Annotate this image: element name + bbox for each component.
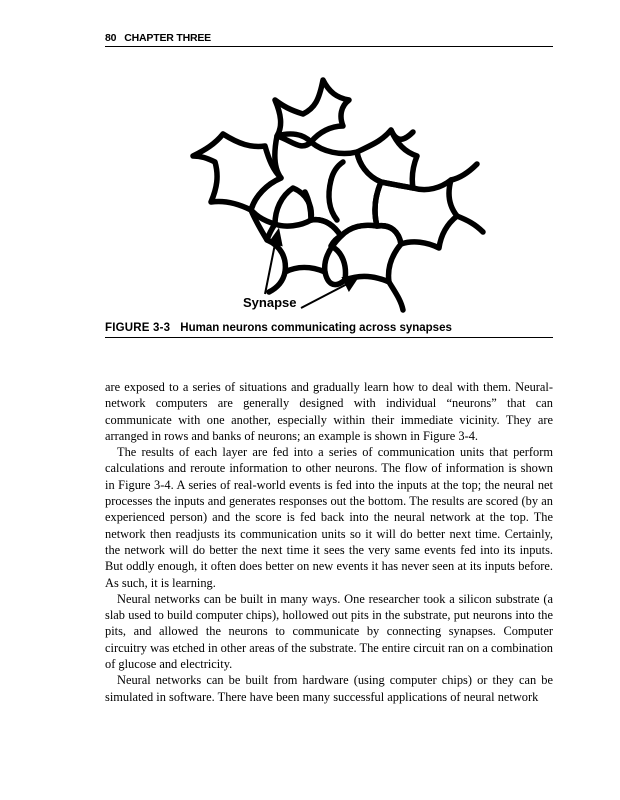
paragraph: are exposed to a series of situations and gradually learn how to deal with them. Neural-network computers are generally designed with individual “neurons” that can communicate with one another, especially within their immediate vicinity. They are arranged in rows and banks of neurons; an example is shown in Figure 3-4.	[105, 380, 553, 443]
neuron-lower-left	[267, 220, 341, 272]
neuron-right	[375, 180, 457, 248]
neuron-top	[275, 80, 349, 142]
figure-caption-text: Human neurons communicating across synapses	[180, 322, 452, 334]
synapse-arrow-right	[301, 282, 351, 308]
synapse-label: Synapse	[243, 295, 297, 310]
running-head	[105, 32, 553, 47]
body-text	[105, 379, 553, 705]
neuron-left	[193, 134, 281, 210]
figure-caption	[105, 322, 553, 338]
neuron-illustration	[105, 60, 553, 320]
figure-number: FIGURE 3-3	[105, 322, 171, 334]
paragraph: The results of each layer are fed into a series of communication units that perform calculations and reroute information to other neurons. The flow of information is shown in Figure 3-4. A series of real-world events is fed into the inputs at the top; the neural net processes the inputs and generates responses out the bottom. The results are scored (by an experienced person) and the score is fed back into the neural network at the top. The network then readjusts its communication units so it will do better next time. Certainly, the network will do better the next time it sees the very same events fed into its inputs. But oddly enough, it often does better on new events it has never seen at its inputs before. As such, it is learning.	[105, 445, 553, 590]
chapter-title: CHAPTER THREE	[124, 32, 211, 44]
paragraph: Neural networks can be built from hardware (using computer chips) or they can be simulated in software. There have been many successful applications of neural network	[105, 673, 553, 704]
neuron-figure	[105, 60, 553, 320]
paragraph: Neural networks can be built in many ways. One researcher took a silicon substrate (a slab used to build computer chips), hollowed out pits in the substrate, put neurons into the pits, and allowed the neurons to communicate by connecting synapses. Computer circuitry was etched in other areas of the substrate. The entire circuit ran on a combination of glucose and electricity.	[105, 591, 553, 672]
page-number: 80	[105, 32, 117, 44]
